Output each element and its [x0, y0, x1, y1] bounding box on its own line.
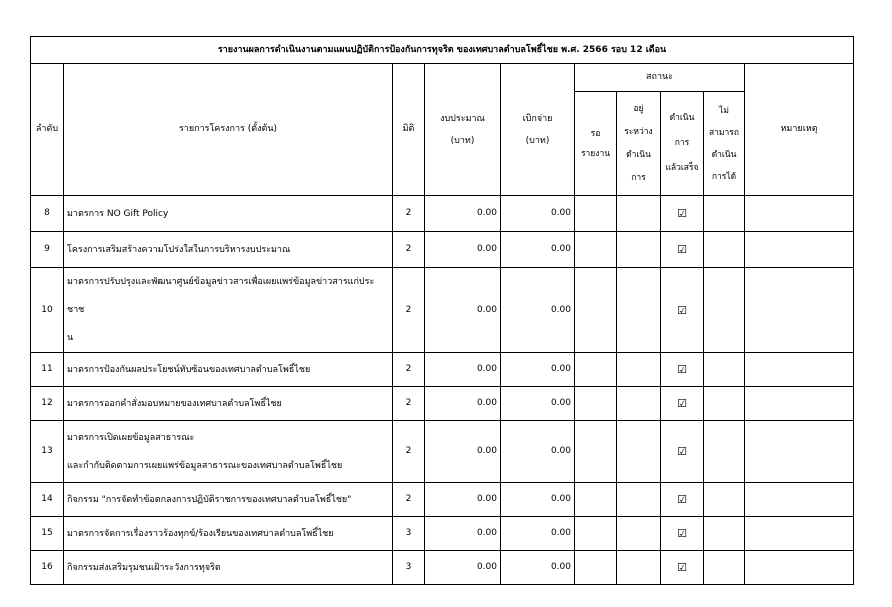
row-disbursed: 0.00 [501, 483, 575, 517]
row-project-name [64, 268, 393, 353]
row-order: 16 [31, 551, 64, 585]
row-project-name [64, 551, 393, 585]
table-row [31, 268, 854, 353]
header-dimension: มิติ [393, 64, 425, 196]
row-dimension: 3 [393, 517, 425, 551]
header-disbursed-line1: เบิกจ่าย [522, 113, 553, 124]
row-status-cannot [704, 196, 745, 232]
row-project-line1: มาตรการป้องกันผลประโยชน์ทับซ้อนของเทศบาลตำบลโพธิ์ไชย [67, 364, 311, 375]
header-order: ลำดับ [31, 64, 64, 196]
row-order: 14 [31, 483, 64, 517]
row-status-waiting [575, 421, 617, 483]
row-budget: 0.00 [425, 551, 501, 585]
header-cannot-line4: การได้ [711, 171, 737, 182]
header-completed-line2: การ [674, 138, 690, 148]
row-remarks [745, 353, 854, 387]
row-disbursed: 0.00 [501, 268, 575, 353]
row-project-name [64, 387, 393, 421]
row-status-waiting [575, 353, 617, 387]
row-project-line2: น [67, 333, 74, 343]
row-disbursed: 0.00 [501, 517, 575, 551]
header-remarks: หมายเหตุ [745, 64, 854, 196]
row-status-waiting [575, 196, 617, 232]
row-dimension: 2 [393, 196, 425, 232]
row-dimension: 2 [393, 387, 425, 421]
table-row [31, 196, 854, 232]
report-title: รายงานผลการดำเนินงานตามแผนปฏิบัติการป้องกันการทุจริต ของเทศบาลตำบลโพธิ์ไชย พ.ศ. 2566 รอบ 12 เดือน [31, 37, 854, 64]
header-waiting-line1: รอ [590, 128, 601, 139]
completed-check-icon: ☑ [661, 483, 704, 517]
report-table [30, 36, 854, 585]
row-disbursed: 0.00 [501, 387, 575, 421]
row-budget: 0.00 [425, 196, 501, 232]
row-project-name [64, 353, 393, 387]
header-cannot-line2: สามารถ [708, 127, 740, 138]
row-dimension: 2 [393, 421, 425, 483]
row-dimension: 3 [393, 551, 425, 585]
row-status-in-progress [617, 421, 661, 483]
row-order: 10 [31, 268, 64, 353]
table-row [31, 387, 854, 421]
header-waiting [575, 92, 617, 196]
row-status-cannot [704, 551, 745, 585]
header-cannot-line3: ดำเนิน [711, 149, 737, 160]
completed-check-icon: ☑ [661, 196, 704, 232]
row-disbursed: 0.00 [501, 196, 575, 232]
row-project-line1: กิจกรรม "การจัดทำข้อตกลงการปฏิบัติราชการของเทศบาลตำบลโพธิ์ไชย" [67, 494, 352, 505]
row-dimension: 2 [393, 232, 425, 268]
row-status-in-progress [617, 353, 661, 387]
row-status-in-progress [617, 387, 661, 421]
row-project-name [64, 196, 393, 232]
row-status-waiting [575, 387, 617, 421]
completed-check-icon: ☑ [661, 421, 704, 483]
table-row [31, 517, 854, 551]
row-order: 15 [31, 517, 64, 551]
row-budget: 0.00 [425, 232, 501, 268]
row-dimension: 2 [393, 483, 425, 517]
row-order: 12 [31, 387, 64, 421]
header-in-progress-line1: อยู่ [633, 103, 644, 114]
row-budget: 0.00 [425, 421, 501, 483]
row-status-cannot [704, 387, 745, 421]
row-status-waiting [575, 232, 617, 268]
row-remarks [745, 232, 854, 268]
header-waiting-line2: รายงาน [580, 148, 611, 159]
completed-check-icon: ☑ [661, 551, 704, 585]
completed-check-icon: ☑ [661, 232, 704, 268]
header-budget [425, 64, 501, 196]
header-completed-line1: ดำเนิน [669, 113, 695, 123]
row-disbursed: 0.00 [501, 551, 575, 585]
row-project-line1: มาตรการ NO Gift Policy [67, 208, 169, 219]
header-cannot [704, 92, 745, 196]
row-status-in-progress [617, 268, 661, 353]
row-dimension: 2 [393, 268, 425, 353]
row-project-line2: และกำกับติดตามการเผยแพร่ข้อมูลสาธารณะของเทศบาลตำบลโพธิ์ไชย [67, 460, 343, 471]
row-project-name [64, 483, 393, 517]
header-project: รายการโครงการ (ตั้งต้น) [64, 64, 393, 196]
completed-check-icon: ☑ [661, 268, 704, 353]
row-project-line1: มาตรการจัดการเรื่องราวร้องทุกข์/ร้องเรียนของเทศบาลตำบลโพธิ์ไชย [67, 528, 334, 539]
row-status-cannot [704, 353, 745, 387]
row-dimension: 2 [393, 353, 425, 387]
row-project-name [64, 232, 393, 268]
row-status-cannot [704, 232, 745, 268]
row-remarks [745, 551, 854, 585]
table-row [31, 551, 854, 585]
row-status-waiting [575, 268, 617, 353]
row-status-in-progress [617, 232, 661, 268]
header-budget-line2: (บาท) [450, 135, 475, 146]
row-order: 11 [31, 353, 64, 387]
row-status-in-progress [617, 517, 661, 551]
row-project-line1: โครงการเสริมสร้างความโปร่งใสในการบริหารงบประมาณ [67, 244, 291, 255]
header-in-progress-line2: ระหว่าง [624, 126, 653, 137]
table-row [31, 421, 854, 483]
row-status-waiting [575, 517, 617, 551]
table-row [31, 232, 854, 268]
row-project-line1: กิจกรรมส่งเสริมรุมชนเฝ้าระวังการทุจริต [67, 562, 221, 573]
row-budget: 0.00 [425, 353, 501, 387]
row-status-in-progress [617, 483, 661, 517]
row-remarks [745, 196, 854, 232]
table-row [31, 483, 854, 517]
row-status-cannot [704, 268, 745, 353]
row-project-line1: มาตรการเปิดเผยข้อมูลสาธารณะ [67, 432, 195, 443]
header-completed-line3: แล้วเสร็จ [665, 163, 699, 173]
row-disbursed: 0.00 [501, 421, 575, 483]
row-project-line1: มาตรการออกคำสั่งมอบหมายของเทศบาลตำบลโพธิ์ไชย [67, 398, 282, 409]
row-status-in-progress [617, 551, 661, 585]
row-budget: 0.00 [425, 387, 501, 421]
row-project-name [64, 517, 393, 551]
completed-check-icon: ☑ [661, 353, 704, 387]
completed-check-icon: ☑ [661, 517, 704, 551]
header-status: สถานะ [575, 64, 745, 92]
row-remarks [745, 387, 854, 421]
row-remarks [745, 517, 854, 551]
row-project-line1: มาตรการปรับปรุงและพัฒนาศูนย์ข้อมูลข่าวสารเพื่อเผยแพร่ข้อมูลข่าวสารแก่ประชาช [67, 277, 375, 315]
row-order: 8 [31, 196, 64, 232]
row-order: 9 [31, 232, 64, 268]
row-disbursed: 0.00 [501, 353, 575, 387]
row-status-waiting [575, 483, 617, 517]
completed-check-icon: ☑ [661, 387, 704, 421]
header-budget-line1: งบประมาณ [440, 113, 485, 124]
row-status-cannot [704, 483, 745, 517]
header-in-progress [617, 92, 661, 196]
row-remarks [745, 268, 854, 353]
row-budget: 0.00 [425, 517, 501, 551]
header-cannot-line1: ไม่ [719, 105, 729, 116]
row-status-waiting [575, 551, 617, 585]
header-in-progress-line3: ดำเนิน [626, 149, 651, 160]
header-completed [661, 92, 704, 196]
row-budget: 0.00 [425, 483, 501, 517]
row-order: 13 [31, 421, 64, 483]
row-remarks [745, 483, 854, 517]
header-in-progress-line4: การ [631, 172, 646, 183]
row-remarks [745, 421, 854, 483]
row-project-name [64, 421, 393, 483]
row-budget: 0.00 [425, 268, 501, 353]
header-disbursed-line2: (บาท) [525, 135, 550, 146]
table-row [31, 353, 854, 387]
row-status-in-progress [617, 196, 661, 232]
row-status-cannot [704, 421, 745, 483]
row-status-cannot [704, 517, 745, 551]
header-disbursed [501, 64, 575, 196]
row-disbursed: 0.00 [501, 232, 575, 268]
